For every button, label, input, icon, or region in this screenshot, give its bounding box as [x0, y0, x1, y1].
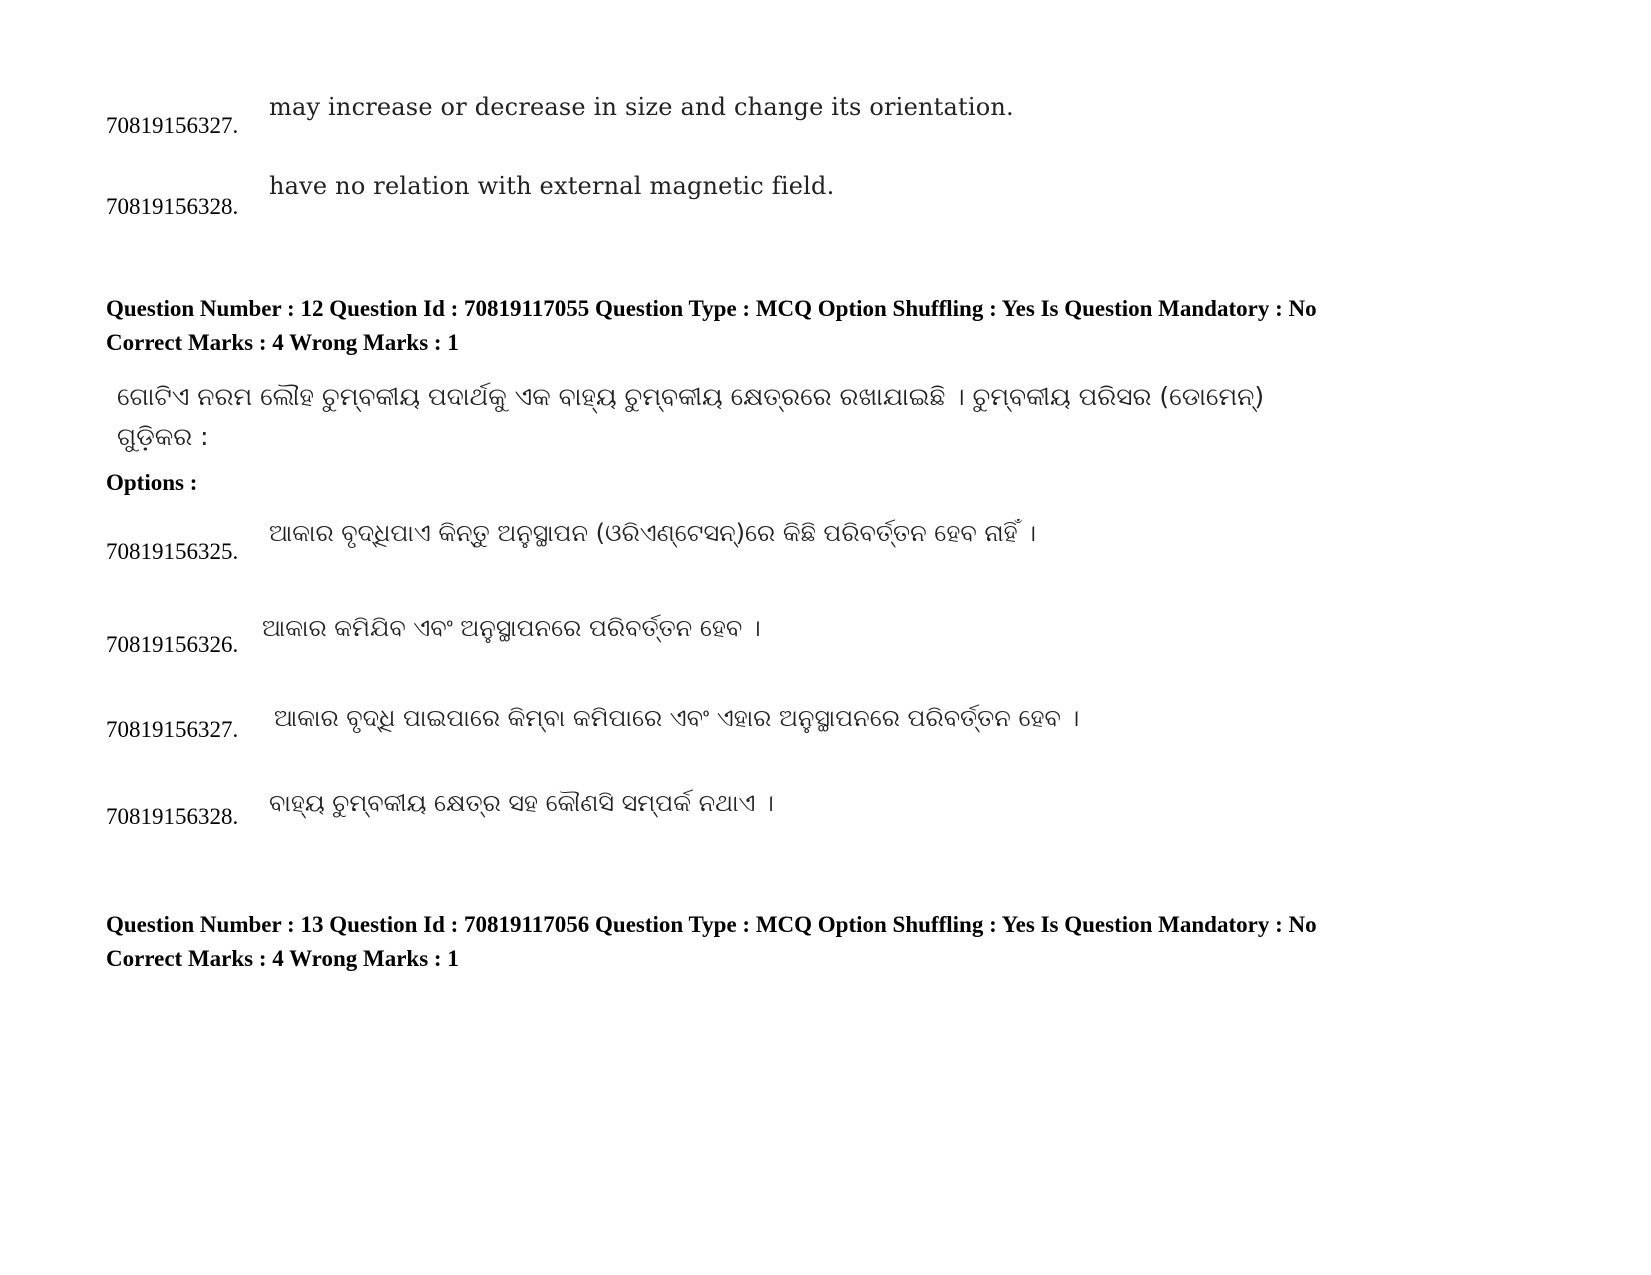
question-marks-line: Correct Marks : 4 Wrong Marks : 1 [106, 946, 459, 971]
question-text [117, 377, 1317, 457]
option-id: 70819156326. [106, 632, 239, 657]
option-row [106, 771, 1556, 831]
option-row [106, 599, 1556, 659]
question-text-line: ଗୋଟିଏ ନରମ ଲୌହ ଚୁମ୍ବକୀୟ ପଦାର୍ଥକୁ ଏକ ବାହ୍ୟ ଚୁମ୍ବକୀୟ କ୍ଷେତ୍ରରେ ରଖାଯାଇଛି । ଚୁମ୍ବକୀୟ ପରିସର (ଡୋମେନ୍) [117, 382, 1265, 411]
option-id: 70819156325. [106, 539, 239, 564]
option-text: ଆକାର କମିଯିବ ଏବଂ ଅନୁସ୍ଥାପନରେ ପରିବର୍ତ୍ତନ ହେବ । [262, 614, 761, 642]
option-text: ଆକାର ବୃଦ୍ଧି ପାଇପାରେ କିମ୍ବା କମିପାରେ ଏବଂ ଏହାର ଅନୁସ୍ଥାପନରେ ପରିବର୍ତ୍ତନ ହେବ । [274, 704, 1080, 732]
option-id: 70819156328. [106, 804, 239, 829]
question-marks-line: Correct Marks : 4 Wrong Marks : 1 [106, 330, 459, 355]
option-row [106, 80, 1556, 140]
option-row [106, 684, 1556, 744]
options-label: Options : [106, 470, 198, 495]
option-id: 70819156328. [106, 194, 239, 219]
option-text: ଆକାର ବୃଦ୍ଧିପାଏ କିନ୍ତୁ ଅନୁସ୍ଥାପନ (ଓରିଏଣ୍ଟେସନ୍)ରେ କିଛି ପରିବର୍ତ୍ତନ ହେବ ନାହିଁ । [269, 519, 1037, 547]
question-meta-line: Question Number : 13 Question Id : 70819117056 Question Type : MCQ Option Shuffling : Yes Is Question Mandatory : No [106, 912, 1317, 937]
question-header [106, 908, 1556, 976]
option-text: may increase or decrease in size and change its orientation. [269, 93, 1014, 121]
option-text: ବାହ୍ୟ ଚୁମ୍ବକୀୟ କ୍ଷେତ୍ର ସହ କୌଣସି ସମ୍ପର୍କ ନଥାଏ । [269, 789, 774, 817]
question-text-line: ଗୁଡ଼ିକର : [117, 422, 209, 451]
option-id: 70819156327. [106, 717, 239, 742]
option-text: have no relation with external magnetic field. [269, 172, 835, 200]
option-row [106, 506, 1556, 566]
option-row [106, 161, 1556, 221]
question-header [106, 292, 1556, 360]
option-id: 70819156327. [106, 113, 239, 138]
question-meta-line: Question Number : 12 Question Id : 70819117055 Question Type : MCQ Option Shuffling : Yes Is Question Mandatory : No [106, 296, 1317, 321]
